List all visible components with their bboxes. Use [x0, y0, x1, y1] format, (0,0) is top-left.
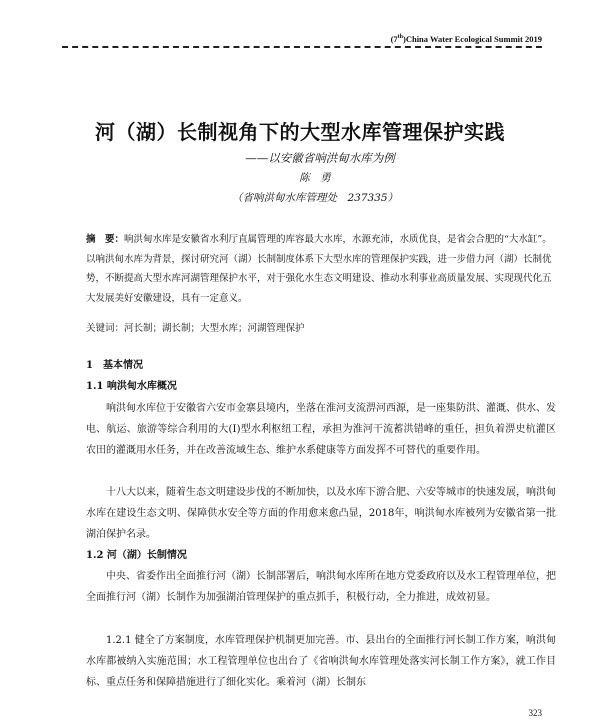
section-heading-1-2: 1.2 河（湖）长制情况: [86, 550, 187, 561]
keywords-label: 关键词：: [86, 323, 125, 334]
section-heading-1: 1 基本情况: [86, 360, 143, 371]
body-paragraph: 十八大以来，随着生态文明建设步伐的不断加快，以及水库下游合肥、六安等城市的快速发展，响洪甸水库在建设生态文明、保障供水安全等方面的作用愈来愈凸显，2018年，响洪甸水库被列为安徽省第一批湖泊保护名录。: [86, 487, 556, 540]
page-number: 323: [528, 708, 542, 718]
section-heading-1-1: 1.1 响洪甸水库概况: [86, 381, 177, 392]
keywords: [86, 320, 556, 334]
abstract-label: 摘 要：: [86, 234, 125, 245]
abstract-text: 响洪甸水库是安徽省水利厅直属管理的库容最大水库，水源充沛，水质优良，是省会合肥的“大水缸”。以响洪甸水库为背景，探讨研究河（湖）长制制度体系下大型水库的管理保护实践，进一步借力河（湖）长制优势，不断提高大型水库河湖管理保护水平，对于强化水生态文明建设、推动水利事业高质量发展、实现现代化五大发展美好安徽建设，具有一定意义。: [86, 234, 552, 304]
paper-subtitle: ——以安徽省响洪甸水库为例: [245, 151, 395, 165]
keywords-text: 河长制；湖长制；大型水库；河湖管理保护: [124, 323, 305, 334]
header-rule: [62, 46, 542, 48]
body-paragraph: 中央、省委作出全面推行河（湖）长制部署后，响洪甸水库所在地方党委政府以及水工程管理单位，把全面推行河（湖）长制作为加强湖泊管理保护的重点抓手，积极行动，全力推进，成效初显。: [86, 571, 556, 603]
paper-title: 河（湖）长制视角下的大型水库管理保护实践: [95, 120, 505, 144]
affiliation: （省响洪甸水库管理处 237335）: [231, 192, 399, 204]
running-header: (7th)China Water Ecological Summit 2019: [387, 34, 542, 44]
abstract: [86, 230, 556, 308]
body-paragraph: 响洪甸水库位于安徽省六安市金寨县境内，坐落在淮河支流淠河西源，是一座集防洪、灌溉、供水、发电、航运、旅游等综合利用的大(Ⅰ)型水利枢纽工程，承担为淮河干流蓄洪错峰的重任，担负着淠史杭灌区农田的灌溉用水任务，并在改善流域生态、维护水系健康等方面发挥不可替代的重要作用。: [86, 403, 556, 456]
body-paragraph: 1.2.1 健全了方案制度，水库管理保护机制更加完善。市、县出台的全面推行河长制工作方案，响洪甸水库都被纳入实施范围；水工程管理单位也出台了《省响洪甸水库管理处落实河长制工作方案》，就工作目标、重点任务和保障措施进行了细化实化。乘着河（湖）长制东: [86, 635, 556, 688]
author: 陈 勇: [299, 172, 331, 184]
